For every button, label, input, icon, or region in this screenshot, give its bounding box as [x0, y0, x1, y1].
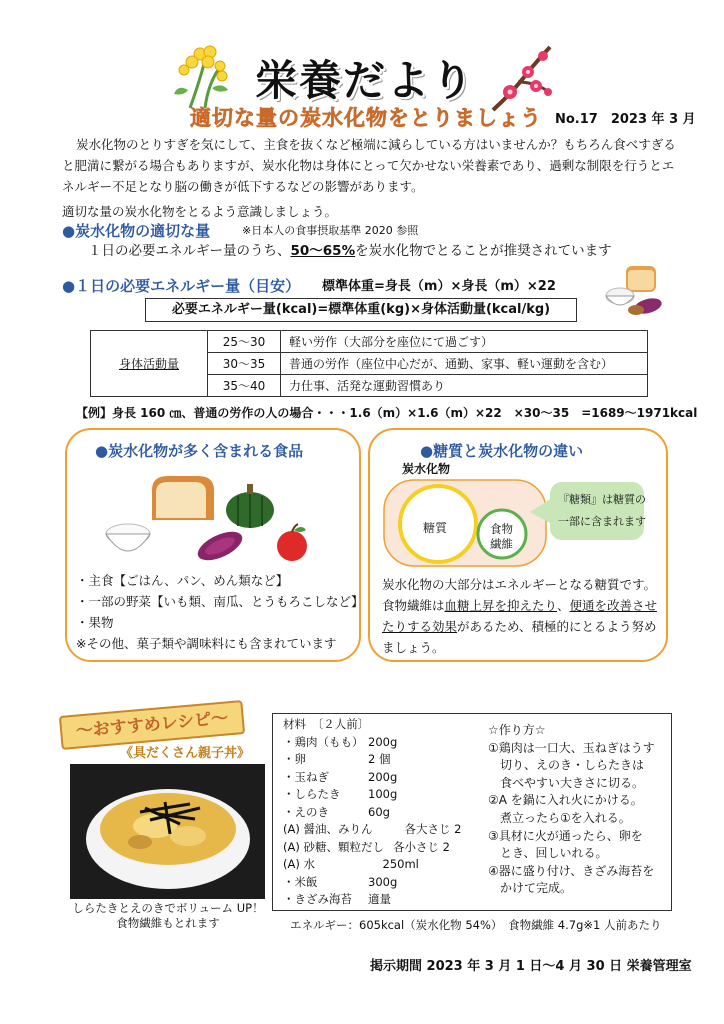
step-line: ②A を鍋に入れ火にかける。 — [488, 793, 643, 808]
carb-foods-heading: ●炭水化物が多く含まれる食品 — [95, 442, 304, 460]
sugars-note-bubble: 『糖類』は糖質の 一部に含まれます — [558, 493, 646, 528]
recipe-banner: ～おすすめレシピ～ — [59, 700, 245, 750]
ingredient-row: ・しらたき 100g — [283, 787, 398, 801]
recommended-percentage: 50～65% — [290, 243, 356, 259]
list-item: ・果物 — [76, 615, 114, 630]
activity-level-table — [90, 330, 648, 397]
apple-icon — [277, 524, 307, 561]
step-line: ①鶏肉は一口大、玉ねぎはうす — [488, 740, 655, 755]
ingredient-row: ・えのき 60g — [283, 804, 390, 819]
activity-range: 35～40 — [208, 375, 281, 397]
step-line: 煮立ったら①を入れる。 — [488, 810, 631, 825]
food-illustrations — [100, 470, 330, 568]
page-title: 栄養だより — [255, 56, 476, 105]
activity-description: 普通の労作（座位中心だが、通勤、家事、軽い運動を含む） — [281, 353, 648, 375]
ingredients-title: 材料 〔２人前〕 — [283, 717, 370, 731]
activity-level-label: 身体活動量 — [91, 331, 208, 397]
section-heading-appropriate-amount: ●炭水化物の適切な量 — [62, 222, 211, 240]
page-subtitle: 適切な量の炭水化物をとりましょう — [190, 106, 542, 130]
sugar-vs-carb-heading: ●糖質と炭水化物の違い — [420, 442, 584, 460]
recipe-steps — [488, 722, 655, 898]
recommendation-text: １日の必要エネルギー量のうち、50～65%を炭水化物でとることが推奨されています — [88, 243, 612, 259]
list-item: ※その他、菓子類や調味料にも含まれています — [76, 636, 337, 651]
diagram-sugar-label: 糖質 — [423, 521, 448, 535]
diagram-carb-label: 炭水化物 — [402, 462, 451, 476]
step-line: かけて完成。 — [488, 881, 573, 896]
ingredient-row: ・玉ねぎ 200g — [283, 769, 398, 784]
activity-description: 力仕事、活発な運動習慣あり — [281, 375, 648, 397]
ingredient-row: ・卵 2 個 — [283, 752, 391, 766]
posting-period: 掲示期間 2023 年 3 月 1 日～4 月 30 日 栄養管理室 — [370, 959, 692, 974]
ingredient-row: ・鶏肉（もも） 200g — [283, 734, 398, 749]
step-line: とき、回しいれる。 — [488, 846, 608, 861]
sugar-vs-carb-text: 炭水化物の大部分はエネルギーとなる糖質です。食物繊維は血糖上昇を抑えたり、便通を改善させたりする効果があるため、積極的にとるよう努めましょう。 — [382, 577, 658, 655]
ingredient-row: ・米飯 300g — [283, 874, 398, 889]
activity-description: 軽い労作（大部分を座位にて過ごす） — [281, 331, 648, 353]
bread-rice-sweetpotato-icon — [598, 262, 664, 318]
recipe-name: 《具だくさん親子丼》 — [120, 746, 251, 761]
bread-icon — [152, 476, 214, 520]
list-item: ・一部の野菜【いも類、南瓜、とうもろこしなど】 — [76, 594, 364, 609]
oyakodon-photo — [70, 764, 265, 899]
step-line: ③具材に火が通ったら、卵を — [488, 828, 643, 843]
ingredient-row: (A) 砂糖、顆粒だし 各小さじ 2 — [283, 839, 450, 854]
intro-closing: 適切な量の炭水化物をとるよう意識しましょう。 — [62, 204, 338, 219]
reference-note: ※日本人の食事摂取基準 2020 参照 — [242, 224, 419, 237]
rice-bowl-icon — [106, 524, 150, 551]
rapeseed-flower-icon — [170, 40, 240, 110]
ingredient-row: (A) 水 250ml — [283, 857, 419, 871]
issue-number: No.17 2023 年 3 月 — [555, 112, 696, 127]
step-line: 切り、えのき・しらたきは — [488, 758, 645, 773]
steps-title: ☆作り方☆ — [488, 723, 546, 737]
ingredient-row: ・きざみ海苔 適量 — [283, 892, 391, 906]
step-line: 食べやすい大きさに切る。 — [488, 775, 645, 790]
section-heading-energy: ●１日の必要エネルギー量（目安） — [62, 277, 301, 295]
pumpkin-icon — [226, 484, 274, 528]
diagram-fiber-label: 食物 繊維 — [490, 522, 513, 551]
ingredient-row: (A) 醤油、みりん 各大さじ 2 — [283, 822, 462, 836]
carb-foods-list — [76, 570, 364, 654]
standard-weight-formula: 標準体重=身長（m）×身長（m）×22 — [322, 279, 556, 294]
nutrition-info: エネルギー：605kcal（炭水化物 54%） 食物繊維 4.7g※1 人前あたり — [290, 918, 662, 932]
step-line: ④器に盛り付け、きざみ海苔を — [488, 863, 655, 878]
ingredients-list — [283, 716, 461, 909]
photo-caption: しらたきとえのきでボリューム UP！ 食物繊維もとれます — [72, 901, 264, 930]
activity-range: 30～35 — [208, 353, 281, 375]
energy-formula-box: 必要エネルギー量(kcal)=標準体重(kg)×身体活動量(kcal/kg) — [145, 298, 577, 322]
sweet-potato-icon — [194, 526, 247, 566]
list-item: ・主食【ごはん、パン、めん類など】 — [76, 573, 289, 588]
activity-range: 25～30 — [208, 331, 281, 353]
intro-paragraph: 炭水化物のとりすぎを気にして、主食を抜くなど極端に減らしている方はいませんか？もちろん食べすぎると肥満に繋がる場合もありますが、炭水化物は身体にとって欠かせない栄養素であり、過剰な制限を行うとエネルギー不足となり脳の働きが低下するなどの影響があります。 — [62, 137, 676, 194]
example-calculation: 【例】身長 160 ㎝、普通の労作の人の場合・・・1.6（m）×1.6（m）×22 ×30～35 =1689～1971kcal — [76, 406, 698, 420]
